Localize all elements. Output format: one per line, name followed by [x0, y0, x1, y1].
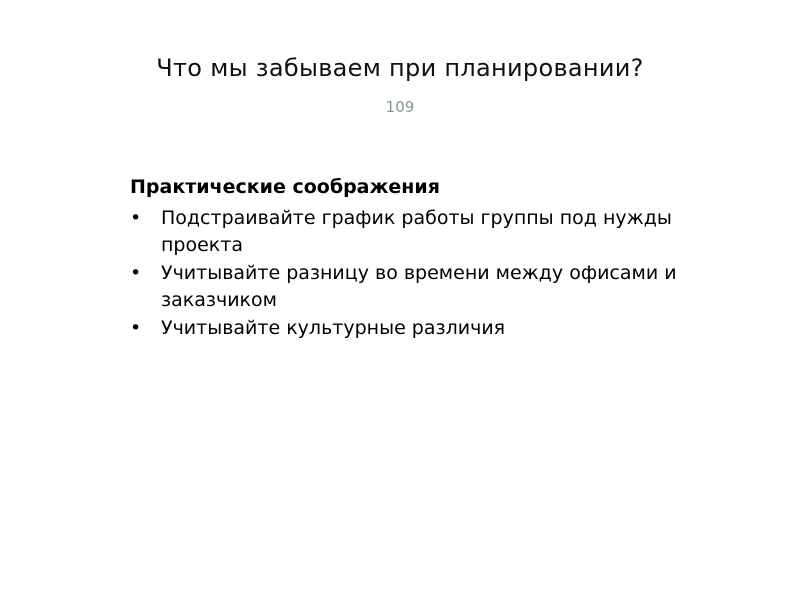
slide-content [130, 174, 710, 343]
bullet-list [130, 205, 710, 342]
bullet-icon: • [130, 207, 142, 229]
bullet-item [130, 315, 710, 342]
bullet-item [130, 260, 710, 314]
bullet-icon: • [130, 262, 142, 284]
bullet-text: Учитывайте культурные различия [161, 317, 506, 339]
section-heading: Практические соображения [130, 176, 440, 198]
slide-title: Что мы забываем при планировании? [156, 54, 644, 82]
bullet-icon: • [130, 317, 142, 339]
page-number: 109 [385, 98, 415, 116]
bullet-text: Учитывайте разницу во времени между офисами и заказчиком [161, 262, 677, 311]
bullet-item [130, 205, 710, 259]
bullet-text: Подстраивайте график работы группы под нужды проекта [161, 207, 672, 256]
